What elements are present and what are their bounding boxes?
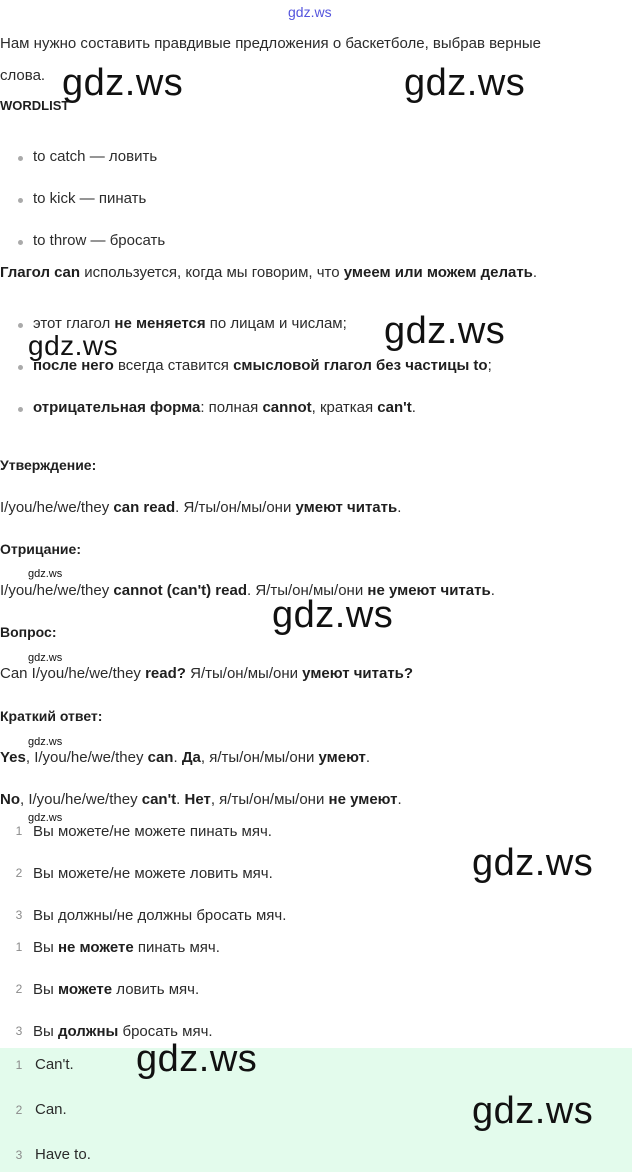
watermark-large: gdz.ws <box>272 594 394 636</box>
task-item: Вы можете/не можете пинать мяч. <box>33 823 272 840</box>
short-answer-heading: Краткий ответ: <box>0 708 103 724</box>
final-answer-number: 1 <box>15 1058 23 1072</box>
answer-number: 1 <box>15 940 23 954</box>
answer-item: Вы должны бросать мяч. <box>33 1023 213 1040</box>
final-answer: Can't. <box>35 1056 74 1073</box>
rule-item: этот глагол не меняется по лицам и числам; <box>33 315 347 332</box>
watermark-large: gdz.ws <box>472 1090 594 1132</box>
negative-example: I/you/he/we/they cannot (can't) read. Я/ты/он/мы/они не умеют читать. <box>0 582 495 599</box>
intro-line-2: слова. <box>0 67 46 84</box>
question-heading: Вопрос: <box>0 624 57 640</box>
final-answer: Have to. <box>35 1146 91 1163</box>
watermark-small: gdz.ws <box>28 652 63 664</box>
task-number: 3 <box>15 908 23 922</box>
answer-item: Вы можете ловить мяч. <box>33 981 200 998</box>
watermark-large: gdz.ws <box>472 842 594 884</box>
task-item: Вы должны/не должны бросать мяч. <box>33 907 287 924</box>
rule-item: после него всегда ставится смысловой глагол без частицы to; <box>33 357 492 374</box>
watermark-large: gdz.ws <box>62 62 184 104</box>
question-example: Can I/you/he/we/they read? Я/ты/он/мы/они умеют читать? <box>0 665 414 682</box>
affirmative-example: I/you/he/we/they can read. Я/ты/он/мы/они умеют читать. <box>0 499 402 516</box>
watermark-medium: gdz.ws <box>28 330 119 361</box>
final-answer-number: 2 <box>15 1103 23 1117</box>
bullet-icon <box>18 365 23 370</box>
wordlist-title: WORDLIST <box>0 98 70 113</box>
wordlist-item: to kick — пинать <box>33 190 147 207</box>
bullet-icon <box>18 156 23 161</box>
watermark-small: gdz.ws <box>28 812 63 824</box>
watermark-large: gdz.ws <box>404 62 526 104</box>
watermark-large: gdz.ws <box>384 310 506 352</box>
wordlist-item: to throw — бросать <box>33 232 166 249</box>
final-answer-number: 3 <box>15 1148 23 1162</box>
task-item: Вы можете/не можете ловить мяч. <box>33 865 273 882</box>
watermark-small: gdz.ws <box>28 736 63 748</box>
answer-item: Вы не можете пинать мяч. <box>33 939 220 956</box>
intro-line-1: Нам нужно составить правдивые предложения о баскетболе, выбрав верные <box>0 35 541 52</box>
watermark-large: gdz.ws <box>136 1038 258 1080</box>
answer-number: 2 <box>15 982 23 996</box>
bullet-icon <box>18 240 23 245</box>
short-answer-yes: Yes, I/you/he/we/they can. Да, я/ты/он/мы/они умеют. <box>0 749 371 766</box>
short-answer-no: No, I/you/he/we/they can't. Нет, я/ты/он/мы/они не умеют. <box>0 791 402 808</box>
bullet-icon <box>18 407 23 412</box>
wordlist-item: to catch — ловить <box>33 148 158 165</box>
bullet-icon <box>18 198 23 203</box>
task-number: 2 <box>15 866 23 880</box>
negative-heading: Отрицание: <box>0 541 81 557</box>
final-answer: Can. <box>35 1101 67 1118</box>
site-header-link[interactable]: gdz.ws <box>288 4 332 20</box>
task-number: 1 <box>15 824 23 838</box>
bullet-icon <box>18 323 23 328</box>
can-rule-paragraph: Глагол can используется, когда мы говорим, что умеем или можем делать. <box>0 264 538 281</box>
watermark-small: gdz.ws <box>28 568 63 580</box>
affirmative-heading: Утверждение: <box>0 457 97 473</box>
rule-item: отрицательная форма: полная cannot, краткая can't. <box>33 399 416 416</box>
answer-number: 3 <box>15 1024 23 1038</box>
